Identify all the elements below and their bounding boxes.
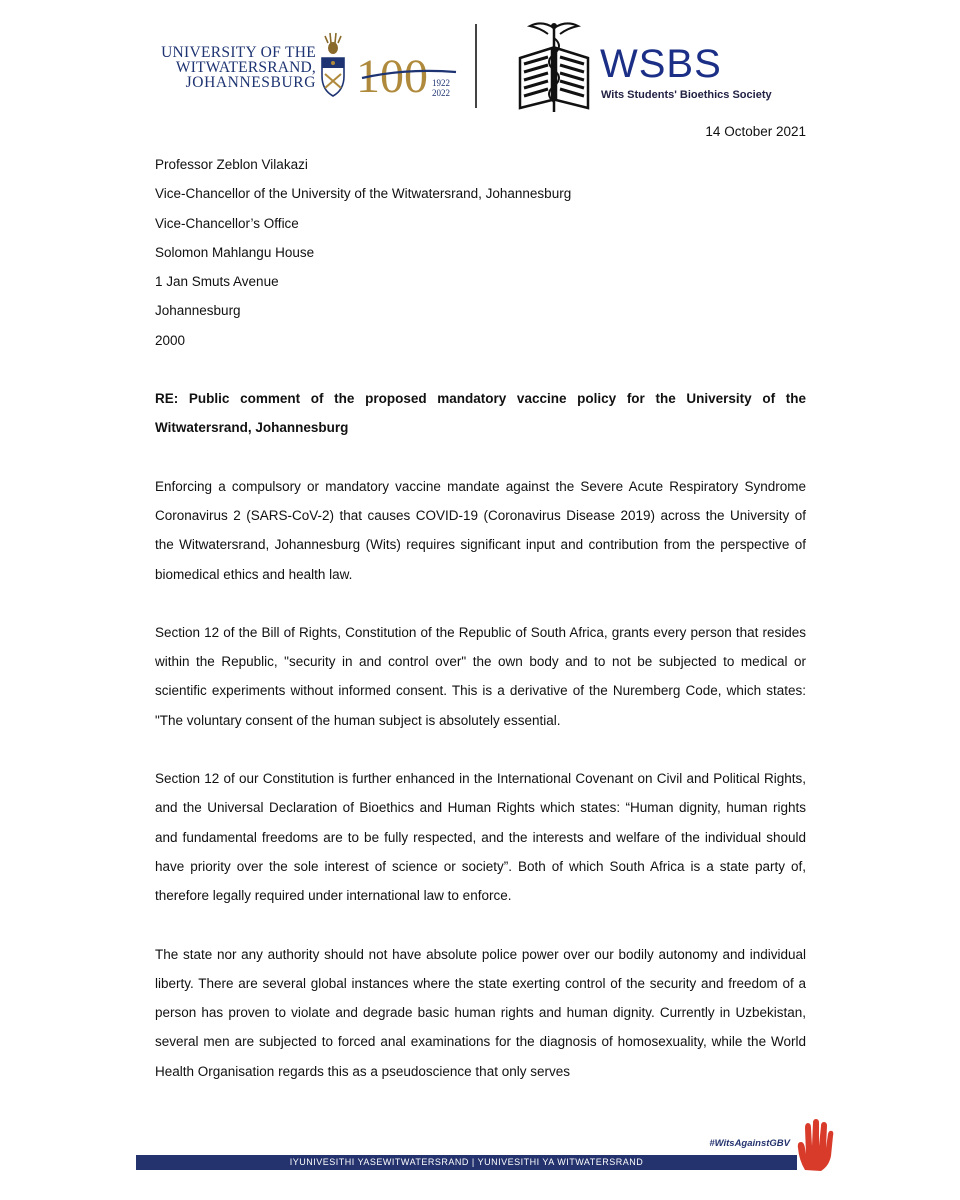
recipient-line: 2000 bbox=[155, 332, 186, 348]
footer-banner: IYUNIVESITHI YASEWITWATERSRAND | YUNIVESITHI YA WITWATERSRAND bbox=[136, 1155, 797, 1170]
university-name bbox=[160, 45, 316, 90]
society-acronym: WSBS bbox=[600, 42, 722, 86]
university-name-line1: UNIVERSITY OF THE bbox=[161, 44, 316, 61]
recipient-line: 1 Jan Smuts Avenue bbox=[155, 274, 279, 290]
centenary-year-start: 1922 bbox=[432, 78, 450, 88]
university-name-line2: WITWATERSRAND, bbox=[175, 59, 316, 76]
letter-body bbox=[155, 150, 806, 1086]
society-name: Wits Students' Bioethics Society bbox=[601, 89, 772, 101]
body-paragraph: The state nor any authority should not have absolute police power over our bodily autonomy and individual liberty. There are several global instances where the state exerting control of the security and freedom of a person has proven to violate and degrade basic human rights and human dignity. Currently in Uzbekistan, several men are subjected to forced anal examinations for the diagnosis of homosexuality, while the World Health Organisation regards this as a pseudoscience that only serves bbox=[155, 946, 806, 1079]
body-paragraph: Enforcing a compulsory or mandatory vaccine mandate against the Severe Acute Respiratory Syndrome Coronavirus 2 (SARS-CoV-2) that causes COVID-19 (Coronavirus Disease 2019) across the University of the Witwatersrand, Johannesburg (Wits) requires significant input and contribution from the perspective of biomedical ethics and health law. bbox=[155, 478, 806, 582]
header-divider bbox=[475, 24, 477, 108]
centenary-graphic bbox=[356, 48, 466, 100]
recipient-line: Professor Zeblon Vilakazi bbox=[155, 157, 308, 172]
gbv-hashtag: #WitsAgainstGBV bbox=[709, 1138, 790, 1149]
university-crest-icon bbox=[316, 30, 350, 100]
red-hand-icon bbox=[795, 1118, 835, 1172]
caduceus-book-icon bbox=[512, 18, 596, 114]
letterhead bbox=[0, 0, 960, 120]
body-paragraph: Section 12 of our Constitution is further enhanced in the International Covenant on Civil and Political Rights, and the Universal Declaration of Bioethics and Human Rights which states: “Human dignity, human rights and fundamental freedoms are to be fully respected, and the interests and welfare of the individual should have priority over the sole interest of science or society”. Both of which South Africa is a state party of, therefore legally required under international law to enforce. bbox=[155, 771, 806, 904]
centenary-logo bbox=[356, 48, 466, 100]
subject-line: RE: Public comment of the proposed mandatory vaccine policy for the University of the Witwatersrand, Johannesburg bbox=[155, 391, 806, 436]
recipient-line: Vice-Chancellor of the University of the Witwatersrand, Johannesburg bbox=[155, 186, 572, 202]
recipient-address bbox=[155, 150, 806, 355]
recipient-line: Solomon Mahlangu House bbox=[155, 244, 315, 260]
centenary-number: 100 bbox=[356, 50, 428, 100]
letter-date: 14 October 2021 bbox=[705, 124, 806, 139]
university-name-line3: JOHANNESBURG bbox=[185, 74, 316, 91]
recipient-line: Vice-Chancellor’s Office bbox=[155, 215, 299, 231]
centenary-year-end: 2022 bbox=[432, 88, 450, 98]
body-paragraph: Section 12 of the Bill of Rights, Constitution of the Republic of South Africa, grants every person that resides within the Republic, "security in and control over" the own body and to not be subjected to medical or scientific experiments without informed consent. This is a derivative of the Nuremberg Code, which states: "The voluntary consent of the human subject is absolutely essential. bbox=[155, 624, 806, 728]
recipient-line: Johannesburg bbox=[155, 303, 241, 319]
